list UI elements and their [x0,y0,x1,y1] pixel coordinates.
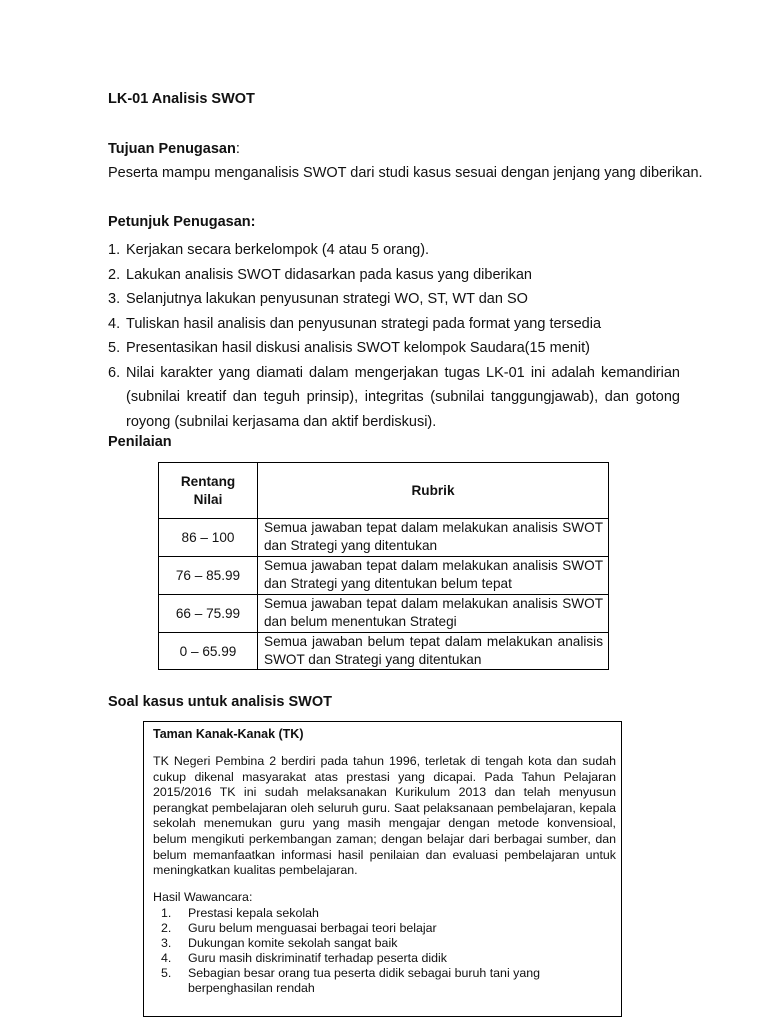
rubric-cell: Semua jawaban tepat dalam melakukan analisis SWOT dan Strategi yang ditentukan belum tepat [258,557,609,595]
list-item-number: 3. [161,936,172,951]
penilaian-heading: Penilaian [108,434,172,450]
list-item [108,361,680,434]
list-item [153,906,613,921]
list-item [108,287,680,312]
document-heading: LK-01 Analisis SWOT [108,91,255,107]
list-item-text: Lakukan analisis SWOT didasarkan pada kasus yang diberikan [126,266,532,283]
list-item-number: 1. [161,906,172,920]
case-title: Taman Kanak-Kanak (TK) [153,727,304,741]
petunjuk-heading: Petunjuk Penugasan: [108,214,256,230]
column-header-rentang-line2: Nilai [193,491,223,507]
list-item-text: Selanjutnya lakukan penyusunan strategi WO, ST, WT dan SO [126,291,528,308]
list-item-number: 5. [108,340,121,357]
list-item-number: 4. [161,951,172,966]
list-item-text: Guru belum menguasai berbagai teori belajar [188,921,437,936]
rubric-cell: Semua jawaban tepat dalam melakukan analisis SWOT dan belum menentukan Strategi [258,595,609,633]
tujuan-colon: : [235,141,240,157]
list-item-text: Prestasi kepala sekolah [188,906,319,920]
list-item-text: Kerjakan secara berkelompok (4 atau 5 orang). [126,242,430,258]
list-item-text: Sebagian besar orang tua peserta didik sebagai buruh tani yang berpenghasilan rendah [188,966,541,996]
list-item-text: Presentasikan hasil diskusi analisis SWOT kelompok Saudara(15 menit) [126,340,590,357]
list-item [108,312,680,337]
list-item [108,336,680,361]
tujuan-text: Peserta mampu menganalisis SWOT dari studi kasus sesuai dengan jenjang yang diberikan. [108,165,703,181]
petunjuk-list [108,238,680,434]
column-header-rentang-line1: Rentang [180,473,236,489]
column-header-rentang [159,463,258,519]
list-item [153,921,613,936]
case-paragraph: TK Negeri Pembina 2 berdiri pada tahun 1996, terletak di tengah kota dan sudah cukup dikenal masyarakat atas prestasi yang dicapai. Pada Tahun Pelajaran 2015/2016 TK ini sudah melaksanakan Kurikulum 2013 dan telah menyusun perangkat pembelajaran oleh seluruh guru. Saat pelaksanaan pembelajaran, kepala sekolah menemukan guru yang masih mengajar dengan metode konvensioal, belum mengikuti perkembangan zaman; dengan belajar dari berbagai sumber, dan belum memanfaatkan informasi hasil penilaian dan evaluasi pembelajaran untuk meningkatkan kualitas pembelajaran. [153,754,616,878]
rubric-cell: Semua jawaban belum tepat dalam melakukan analisis SWOT dan Strategi yang ditentukan [258,633,609,670]
list-item-text: Tuliskan hasil analisis dan penyusunan strategi pada format yang tersedia [126,315,602,332]
list-item-text: Guru masih diskriminatif terhadap peserta didik [188,951,447,966]
list-item-text: Nilai karakter yang diamati dalam mengerjakan tugas LK-01 ini adalah kemandirian (subnilai kreatif dan teguh prinsip), integritas (subnilai tanggungjawab), dan gotong royong (subnilai kerjasama dan aktif berdiskusi). [126,364,680,430]
list-item [153,936,613,951]
list-item-number: 5. [161,966,172,981]
column-header-rubrik: Rubrik [258,463,609,519]
table-row [159,595,609,633]
soal-heading: Soal kasus untuk analisis SWOT [108,694,333,710]
list-item-number: 2. [108,266,121,283]
rubric-table [158,462,609,670]
list-item [108,238,680,263]
interview-results-label: Hasil Wawancara: [153,890,253,904]
list-item-number: 6. [108,364,121,381]
tujuan-label: Tujuan Penugasan [108,141,236,157]
range-cell: 66 – 75.99 [159,595,258,633]
list-item [153,951,613,966]
table-row [159,519,609,557]
list-item-number: 1. [108,242,121,258]
list-item-number: 2. [161,921,172,936]
list-item [153,966,613,996]
range-cell: 86 – 100 [159,519,258,557]
table-row [159,633,609,670]
rubric-cell: Semua jawaban tepat dalam melakukan analisis SWOT dan Strategi yang ditentukan [258,519,609,557]
tujuan-heading [108,141,240,157]
list-item-number: 4. [108,315,121,332]
table-row [159,557,609,595]
interview-results-list [153,906,613,997]
case-study-box [143,721,622,1017]
table-header-row [159,463,609,519]
list-item-text: Dukungan komite sekolah sangat baik [188,936,398,951]
range-cell: 76 – 85.99 [159,557,258,595]
list-item [108,263,680,288]
list-item-number: 3. [108,291,121,308]
range-cell: 0 – 65.99 [159,633,258,670]
